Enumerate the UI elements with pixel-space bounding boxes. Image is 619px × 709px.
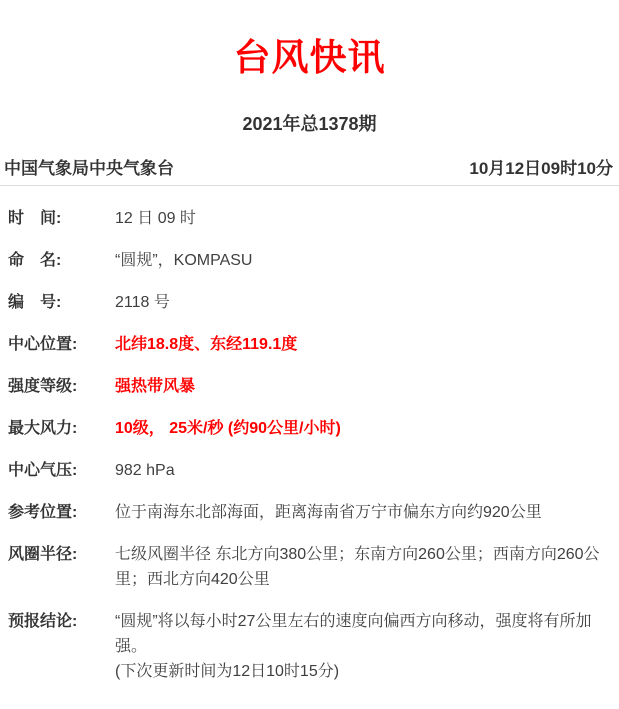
field-label: 时 间: <box>8 210 62 227</box>
row-name <box>8 248 611 273</box>
row-center-pressure <box>8 458 611 483</box>
field-value: 2118 号 <box>115 294 170 311</box>
agency-name: 中国气象局中央气象台 <box>4 159 174 178</box>
field-label: 命 名: <box>8 252 62 269</box>
field-label: 预报结论: <box>8 613 78 630</box>
row-intensity-grade <box>8 374 611 399</box>
field-value: 北纬18.8度、东经119.1度 <box>115 336 298 353</box>
row-reference-position <box>8 500 611 525</box>
row-number <box>8 290 611 315</box>
field-value <box>115 609 611 684</box>
field-label: 强度等级: <box>8 378 78 395</box>
field-value: 12 日 09 时 <box>115 210 196 227</box>
field-value: 强热带风暴 <box>115 378 196 395</box>
next-update-note: (下次更新时间为12日10时15分) <box>115 663 340 680</box>
field-value: 七级风圈半径 东北方向380公里；东南方向260公里；西南方向260公里；西北方向420公里 <box>115 546 600 588</box>
row-forecast-conclusion <box>8 609 611 684</box>
field-label: 编 号: <box>8 294 62 311</box>
issue-timestamp: 10月12日09时10分 <box>469 159 613 178</box>
field-label: 中心位置: <box>8 336 78 353</box>
field-label: 中心气压: <box>8 462 78 479</box>
bulletin-fields <box>0 186 619 684</box>
masthead <box>0 158 619 186</box>
page-title: 台风快讯 <box>233 37 386 78</box>
field-label: 风圈半径: <box>8 546 78 563</box>
forecast-text: “圆规”将以每小时27公里左右的速度向偏西方向移动，强度将有所加强。 <box>115 613 592 655</box>
field-label: 参考位置: <box>8 504 78 521</box>
issue-number: 2021年总1378期 <box>242 114 377 134</box>
field-value: 位于南海东北部海面，距离海南省万宁市偏东方向约920公里 <box>115 504 542 521</box>
field-label: 最大风力: <box>8 420 78 437</box>
field-value: “圆规”，KOMPASU <box>115 252 253 269</box>
row-wind-circle-radius <box>8 542 611 592</box>
field-value: 10级， 25米/秒 (约90公里/小时) <box>115 420 341 437</box>
row-center-position <box>8 332 611 357</box>
row-max-wind <box>8 416 611 441</box>
field-value: 982 hPa <box>115 462 175 479</box>
row-time <box>8 206 611 231</box>
typhoon-bulletin-page <box>0 38 619 684</box>
